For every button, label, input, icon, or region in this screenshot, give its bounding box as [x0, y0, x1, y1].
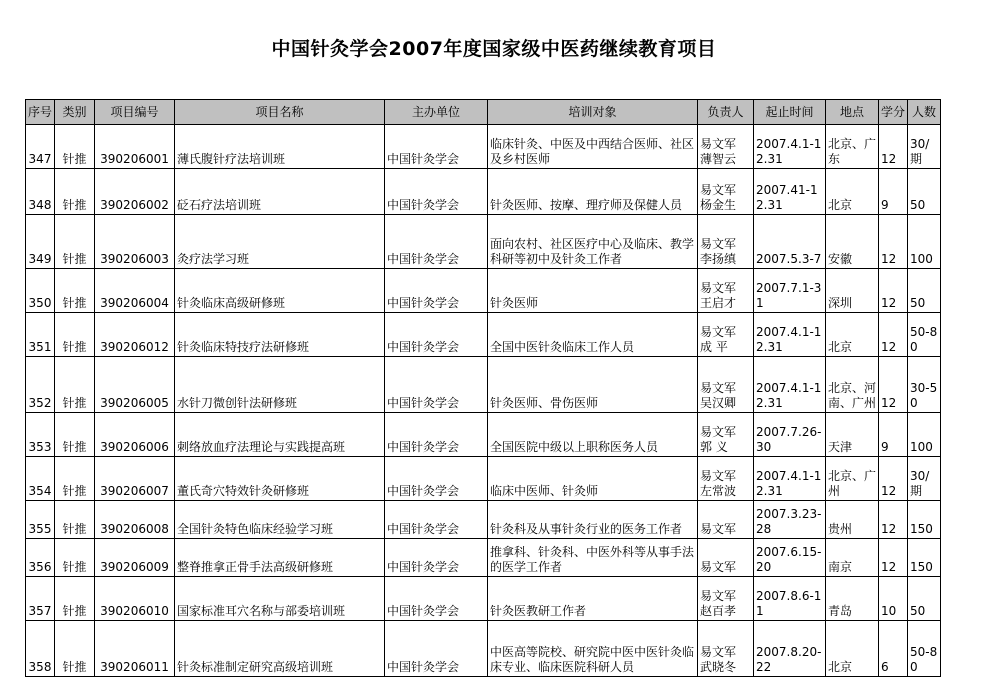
page-title: 中国针灸学会2007年度国家级中医药继续教育项目	[271, 38, 717, 60]
cell-location: 北京	[826, 169, 879, 215]
cell-period: 2007.41-12.31	[754, 169, 826, 215]
cell-category: 针推	[55, 539, 95, 577]
cell-period: 2007.7.26-30	[754, 413, 826, 457]
cell-location: 深圳	[826, 269, 879, 313]
cell-project-code: 390206007	[95, 457, 175, 501]
cell-credits: 12	[879, 357, 908, 413]
cell-period: 2007.8.6-11	[754, 577, 826, 621]
cell-credits: 12	[879, 539, 908, 577]
table-row	[26, 577, 941, 621]
cell-no: 347	[26, 125, 55, 169]
cell-location: 贵州	[826, 501, 879, 539]
cell-credits: 10	[879, 577, 908, 621]
cell-organizer: 中国针灸学会	[385, 313, 488, 357]
cell-location: 安徽	[826, 215, 879, 269]
header-cell: 项目名称	[175, 100, 385, 125]
header-cell: 负责人	[698, 100, 754, 125]
cell-no: 351	[26, 313, 55, 357]
cell-period: 2007.4.1-12.31	[754, 457, 826, 501]
cell-category: 针推	[55, 577, 95, 621]
cell-headcount: 30-50	[908, 357, 941, 413]
cell-headcount: 50	[908, 269, 941, 313]
table-row	[26, 169, 941, 215]
header-cell: 人数	[908, 100, 941, 125]
cell-project-name: 刺络放血疗法理论与实践提高班	[175, 413, 385, 457]
table-row	[26, 621, 941, 677]
cell-organizer: 中国针灸学会	[385, 539, 488, 577]
cell-location: 北京	[826, 621, 879, 677]
cell-credits: 12	[879, 125, 908, 169]
cell-category: 针推	[55, 413, 95, 457]
cell-project-name: 整脊推拿正骨手法高级研修班	[175, 539, 385, 577]
cell-target-audience: 面向农村、社区医疗中心及临床、教学科研等初中及针灸工作者	[488, 215, 698, 269]
table-row	[26, 269, 941, 313]
cell-location: 天津	[826, 413, 879, 457]
cell-credits: 6	[879, 621, 908, 677]
cell-category: 针推	[55, 169, 95, 215]
cell-credits: 12	[879, 457, 908, 501]
cell-leader: 易文军 武晓冬	[698, 621, 754, 677]
cell-category: 针推	[55, 501, 95, 539]
cell-project-name: 董氏奇穴特效针灸研修班	[175, 457, 385, 501]
cell-headcount: 150	[908, 539, 941, 577]
cell-no: 358	[26, 621, 55, 677]
cell-no: 348	[26, 169, 55, 215]
table-row	[26, 457, 941, 501]
cell-project-code: 390206004	[95, 269, 175, 313]
header-cell: 主办单位	[385, 100, 488, 125]
cell-project-code: 390206009	[95, 539, 175, 577]
cell-credits: 9	[879, 413, 908, 457]
cell-leader: 易文军 王启才	[698, 269, 754, 313]
cell-no: 349	[26, 215, 55, 269]
cell-headcount: 100	[908, 413, 941, 457]
cell-no: 350	[26, 269, 55, 313]
cell-leader: 易文军 薄智云	[698, 125, 754, 169]
cell-headcount: 150	[908, 501, 941, 539]
cell-category: 针推	[55, 125, 95, 169]
cell-location: 南京	[826, 539, 879, 577]
cell-no: 356	[26, 539, 55, 577]
cell-target-audience: 全国医院中级以上职称医务人员	[488, 413, 698, 457]
table-row	[26, 125, 941, 169]
cell-headcount: 50-80	[908, 621, 941, 677]
cell-no: 355	[26, 501, 55, 539]
header-cell: 项目编号	[95, 100, 175, 125]
cell-category: 针推	[55, 313, 95, 357]
cell-project-code: 390206011	[95, 621, 175, 677]
cell-leader: 易文军 赵百孝	[698, 577, 754, 621]
cell-organizer: 中国针灸学会	[385, 621, 488, 677]
cell-project-name: 水针刀微创针法研修班	[175, 357, 385, 413]
cell-category: 针推	[55, 457, 95, 501]
cell-leader: 易文军	[698, 501, 754, 539]
cell-credits: 12	[879, 215, 908, 269]
cell-location: 北京、广州	[826, 457, 879, 501]
table-row	[26, 215, 941, 269]
cell-target-audience: 推拿科、针灸科、中医外科等从事手法的医学工作者	[488, 539, 698, 577]
table-row	[26, 313, 941, 357]
header-cell: 地点	[826, 100, 879, 125]
cell-project-code: 390206001	[95, 125, 175, 169]
cell-credits: 9	[879, 169, 908, 215]
cell-project-name: 国家标准耳穴名称与部委培训班	[175, 577, 385, 621]
cell-project-name: 针灸标准制定研究高级培训班	[175, 621, 385, 677]
cell-headcount: 30/期	[908, 457, 941, 501]
cell-category: 针推	[55, 621, 95, 677]
cell-location: 北京、河南、广州	[826, 357, 879, 413]
header-cell: 培训对象	[488, 100, 698, 125]
cell-project-code: 390206005	[95, 357, 175, 413]
cell-organizer: 中国针灸学会	[385, 125, 488, 169]
cell-project-code: 390206003	[95, 215, 175, 269]
cell-organizer: 中国针灸学会	[385, 269, 488, 313]
cell-period: 2007.8.20-22	[754, 621, 826, 677]
cell-project-code: 390206008	[95, 501, 175, 539]
cell-headcount: 30/期	[908, 125, 941, 169]
cell-organizer: 中国针灸学会	[385, 457, 488, 501]
cell-no: 353	[26, 413, 55, 457]
cell-target-audience: 针灸医师、骨伤医师	[488, 357, 698, 413]
cell-project-code: 390206010	[95, 577, 175, 621]
cell-period: 2007.7.1-31	[754, 269, 826, 313]
table-body	[26, 125, 941, 677]
cell-organizer: 中国针灸学会	[385, 169, 488, 215]
cell-period: 2007.6.15-20	[754, 539, 826, 577]
cell-project-code: 390206002	[95, 169, 175, 215]
cell-project-name: 薄氏腹针疗法培训班	[175, 125, 385, 169]
cell-period: 2007.4.1-12.31	[754, 357, 826, 413]
project-table	[25, 99, 941, 677]
cell-leader: 易文军 杨金生	[698, 169, 754, 215]
cell-headcount: 50-80	[908, 313, 941, 357]
table-row	[26, 539, 941, 577]
table-row	[26, 501, 941, 539]
cell-headcount: 100	[908, 215, 941, 269]
cell-leader: 易文军 左常波	[698, 457, 754, 501]
cell-project-code: 390206006	[95, 413, 175, 457]
cell-project-name: 全国针灸特色临床经验学习班	[175, 501, 385, 539]
cell-target-audience: 全国中医针灸临床工作人员	[488, 313, 698, 357]
cell-target-audience: 临床针灸、中医及中西结合医师、社区及乡村医师	[488, 125, 698, 169]
cell-target-audience: 针灸医师、按摩、理疗师及保健人员	[488, 169, 698, 215]
header-row	[26, 100, 941, 125]
cell-leader: 易文军 成 平	[698, 313, 754, 357]
cell-period: 2007.4.1-12.31	[754, 313, 826, 357]
table-row	[26, 357, 941, 413]
cell-organizer: 中国针灸学会	[385, 357, 488, 413]
cell-no: 357	[26, 577, 55, 621]
cell-leader: 易文军 郭 义	[698, 413, 754, 457]
cell-headcount: 50	[908, 169, 941, 215]
cell-headcount: 50	[908, 577, 941, 621]
cell-leader: 易文军	[698, 539, 754, 577]
cell-project-name: 砭石疗法培训班	[175, 169, 385, 215]
table-row	[26, 413, 941, 457]
cell-location: 青岛	[826, 577, 879, 621]
cell-organizer: 中国针灸学会	[385, 577, 488, 621]
cell-period: 2007.3.23-28	[754, 501, 826, 539]
header-cell: 起止时间	[754, 100, 826, 125]
cell-period: 2007.5.3-7	[754, 215, 826, 269]
cell-credits: 12	[879, 313, 908, 357]
cell-target-audience: 中医高等院校、研究院中医中医针灸临床专业、临床医院科研人员	[488, 621, 698, 677]
cell-no: 352	[26, 357, 55, 413]
cell-period: 2007.4.1-12.31	[754, 125, 826, 169]
cell-no: 354	[26, 457, 55, 501]
cell-target-audience: 临床中医师、针灸师	[488, 457, 698, 501]
cell-leader: 易文军 吴汉卿	[698, 357, 754, 413]
header-cell: 类别	[55, 100, 95, 125]
cell-organizer: 中国针灸学会	[385, 215, 488, 269]
cell-project-name: 灸疗法学习班	[175, 215, 385, 269]
cell-category: 针推	[55, 357, 95, 413]
cell-target-audience: 针灸医教研工作者	[488, 577, 698, 621]
header-cell: 序号	[26, 100, 55, 125]
cell-project-name: 针灸临床特技疗法研修班	[175, 313, 385, 357]
cell-category: 针推	[55, 215, 95, 269]
cell-credits: 12	[879, 501, 908, 539]
cell-location: 北京	[826, 313, 879, 357]
cell-project-code: 390206012	[95, 313, 175, 357]
cell-credits: 12	[879, 269, 908, 313]
cell-location: 北京、广东	[826, 125, 879, 169]
cell-project-name: 针灸临床高级研修班	[175, 269, 385, 313]
cell-leader: 易文军 李扬缜	[698, 215, 754, 269]
header-cell: 学分	[879, 100, 908, 125]
cell-organizer: 中国针灸学会	[385, 501, 488, 539]
cell-category: 针推	[55, 269, 95, 313]
cell-organizer: 中国针灸学会	[385, 413, 488, 457]
cell-target-audience: 针灸科及从事针灸行业的医务工作者	[488, 501, 698, 539]
cell-target-audience: 针灸医师	[488, 269, 698, 313]
